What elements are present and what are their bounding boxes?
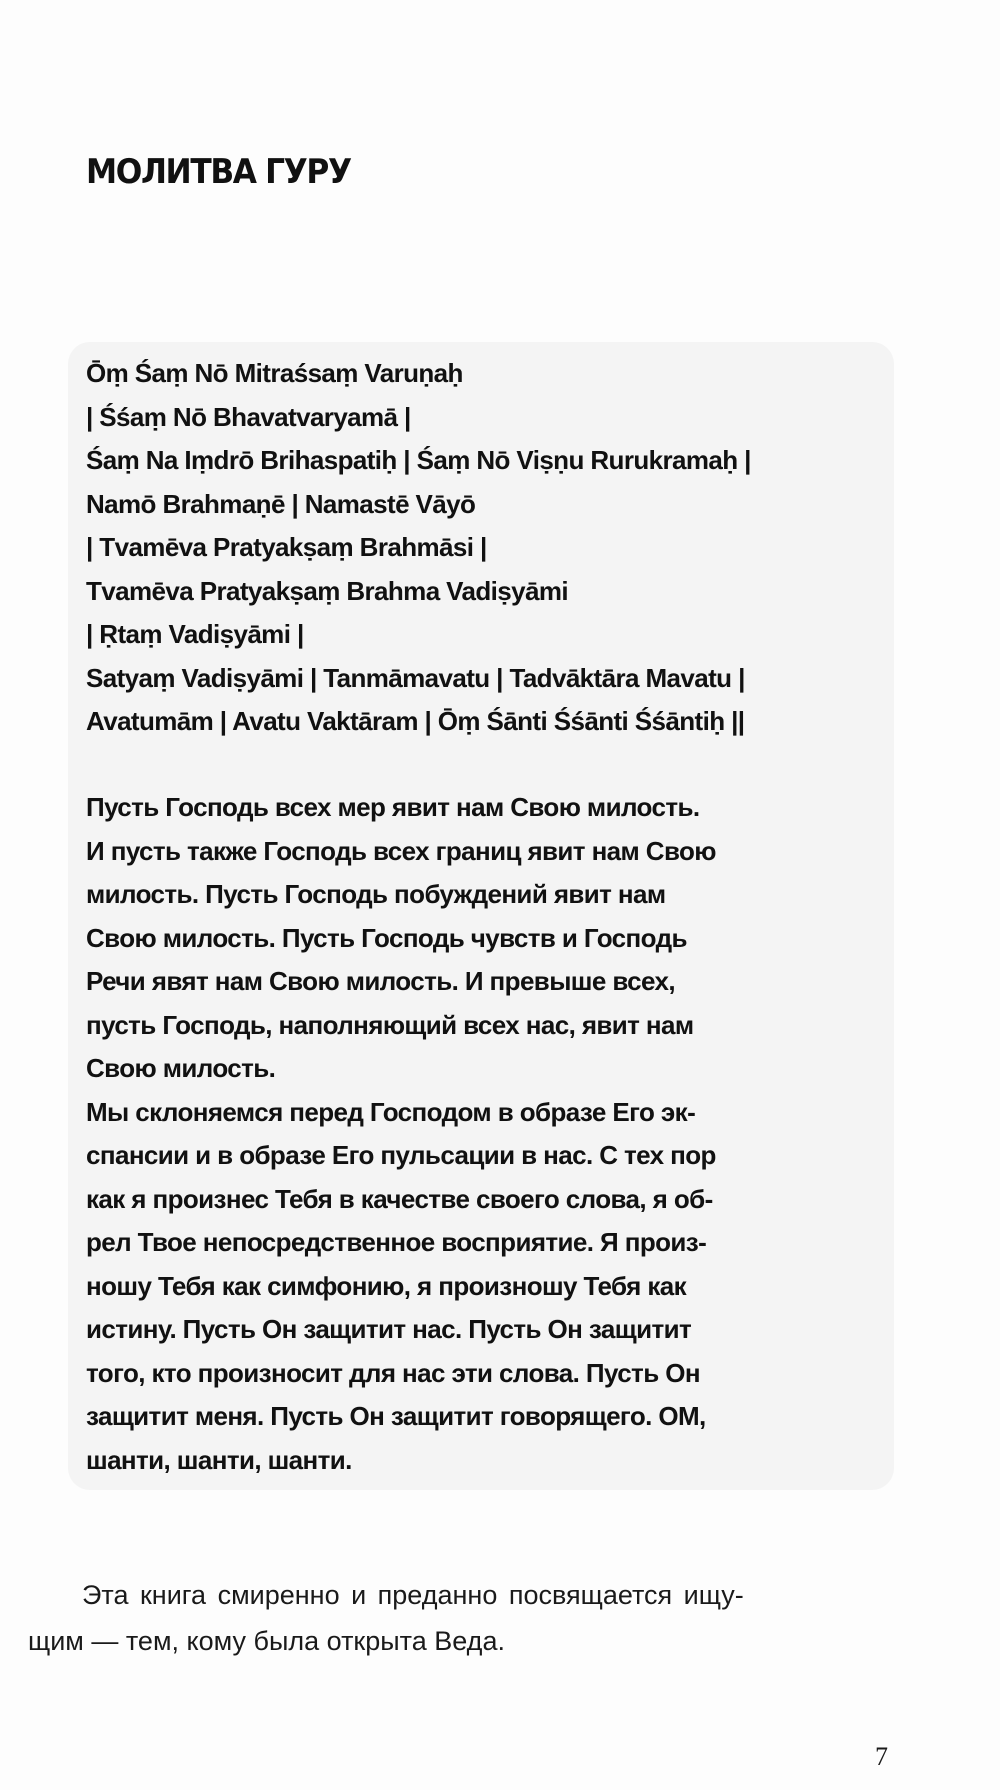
translation-line: Мы склоняемся перед Господом в образе Его эк- xyxy=(86,1096,696,1127)
dedication-line: щим — тем, кому была открыта Веда. xyxy=(28,1626,505,1656)
sanskrit-mantra xyxy=(86,352,886,744)
russian-translation xyxy=(86,786,886,1482)
translation-line: Свою милость. xyxy=(86,1053,276,1083)
translation-line: Речи явят нам Свою милость. И превыше всех, xyxy=(86,966,675,996)
page-number: 7 xyxy=(875,1742,888,1771)
translation-line: истину. Пусть Он защитит нас. Пусть Он защитит xyxy=(86,1314,692,1344)
mantra-line: Namō Brahmaṇē | Namastē Vāyō xyxy=(86,488,476,519)
mantra-line: Avatumām | Avatu Vaktāram | Ōṃ Śānti Śśānti Śśāntiḥ || xyxy=(86,706,745,736)
translation-line: шанти, шанти, шанти. xyxy=(86,1444,352,1475)
translation-line: спансии и в образе Его пульсации в нас. С тех пор xyxy=(86,1140,716,1170)
translation-line: милость. Пусть Господь побуждений явит нам xyxy=(86,879,666,909)
page-title: МОЛИТВА ГУРУ xyxy=(86,152,351,192)
mantra-line: Ōṃ Śaṃ Nō Mitraśsaṃ Varuṇaḥ xyxy=(86,358,463,388)
translation-line: И пусть также Господь всех границ явит нам Свою xyxy=(86,835,716,866)
translation-line: пусть Господь, наполняющий всех нас, явит нам xyxy=(86,1009,694,1040)
mantra-line: | Ṛtaṃ Vadiṣyāmi | xyxy=(86,619,304,649)
translation-line: Пусть Господь всех мер явит нам Свою милость. xyxy=(86,792,700,822)
translation-line: рел Твое непосредственное восприятие. Я произ- xyxy=(86,1227,707,1257)
translation-line: Свою милость. Пусть Господь чувств и Господь xyxy=(86,922,687,953)
mantra-line: Śaṃ Na Iṃdrō Brihaspatiḥ | Śaṃ Nō Viṣṇu Rurukramaḥ | xyxy=(86,445,751,475)
translation-line: как я произнес Тебя в качестве своего слова, я об- xyxy=(86,1183,713,1214)
translation-line: того, кто произносит для нас эти слова. Пусть Он xyxy=(86,1357,700,1388)
mantra-line: Tvamēva Pratyakṣaṃ Brahma Vadiṣyāmi xyxy=(86,575,568,606)
translation-line: защитит меня. Пусть Он защитит говорящего. ОМ, xyxy=(86,1401,706,1431)
mantra-line: | Śśaṃ Nō Bhavatvaryamā | xyxy=(86,401,411,432)
dedication-paragraph xyxy=(28,1572,888,1664)
dedication-line: Эта книга смиренно и преданно посвящается ищу- xyxy=(82,1580,744,1610)
mantra-line: | Tvamēva Pratyakṣaṃ Brahmāsi | xyxy=(86,532,487,562)
translation-line: ношу Тебя как симфонию, я произношу Тебя как xyxy=(86,1270,687,1301)
mantra-line: Satyaṃ Vadiṣyāmi | Tanmāmavatu | Tadvāktāra Mavatu | xyxy=(86,662,745,693)
